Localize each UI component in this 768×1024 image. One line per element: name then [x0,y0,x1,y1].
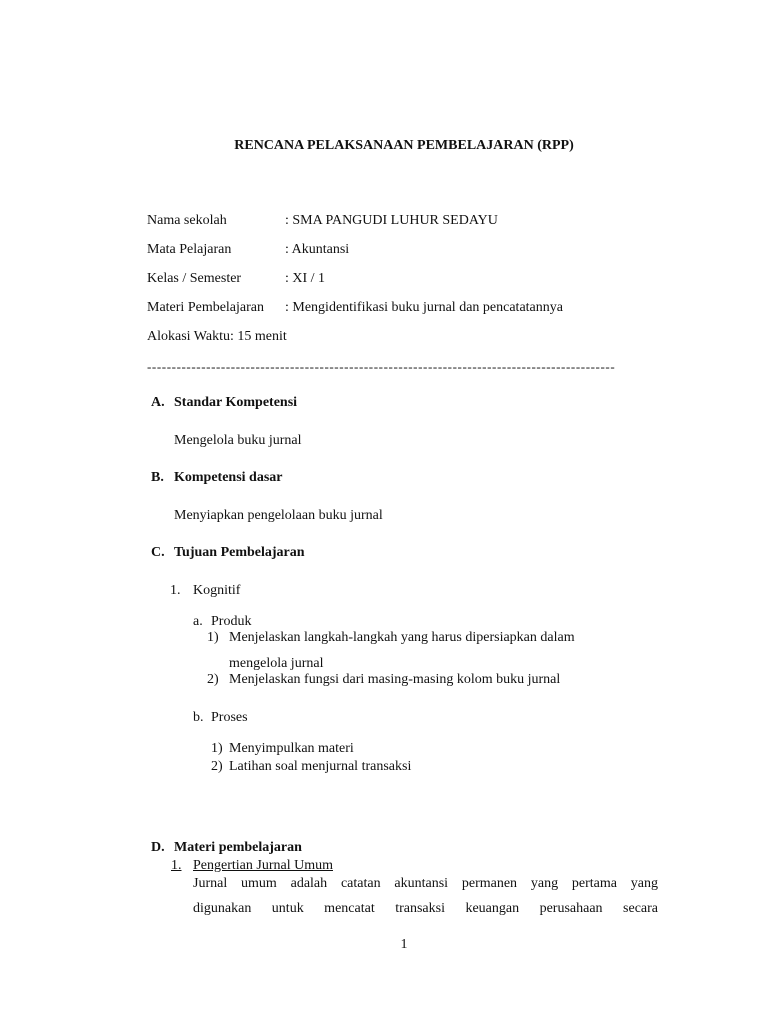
proses-letter: b. [193,710,204,725]
kognitif-label: Kognitif [193,583,241,598]
proses-label: Proses [211,710,248,725]
section-b-letter: B. [151,470,164,485]
section-a-letter: A. [151,395,165,410]
section-a-title: Standar Kompetensi [174,395,298,410]
paragraph-line-2: digunakan untuk mencatat transaksi keuangan perusahaan secara [193,901,658,916]
produk-item-2-number: 2) [207,672,219,687]
page-number: 1 [400,937,408,952]
section-a-body: Mengelola buku jurnal [174,433,302,448]
produk-item-1-continuation: mengelola jurnal [229,656,324,671]
proses-item-1-text: Menyimpulkan materi [229,741,354,756]
materi-pembelajaran-label: Materi Pembelajaran [147,300,265,315]
produk-letter: a. [193,614,203,629]
produk-item-1-number: 1) [207,630,219,645]
produk-label: Produk [211,614,252,629]
section-c-letter: C. [151,545,165,560]
nama-sekolah-label: Nama sekolah [147,213,227,228]
paragraph-line-1: Jurnal umum adalah catatan akuntansi permanen yang pertama yang [193,876,658,891]
proses-item-1-number: 1) [211,741,223,756]
section-b-body: Menyiapkan pengelolaan buku jurnal [174,508,383,523]
subsection-1-title: Pengertian Jurnal Umum [193,858,333,873]
subsection-1-number: 1. [171,858,182,873]
section-b-title: Kompetensi dasar [174,470,283,485]
document-title: RENCANA PELAKSANAAN PEMBELAJARAN (RPP) [234,138,574,153]
mata-pelajaran-value: : Akuntansi [285,242,350,257]
dashed-divider: ----------------------------------------------------------------------------------------------- [147,359,616,374]
section-d-letter: D. [151,840,165,855]
mata-pelajaran-label: Mata Pelajaran [147,242,232,257]
section-c-title: Tujuan Pembelajaran [174,545,305,560]
nama-sekolah-value: : SMA PANGUDI LUHUR SEDAYU [285,213,498,228]
kelas-semester-value: : XI / 1 [285,271,326,286]
section-d-title: Materi pembelajaran [174,840,302,855]
produk-item-1-text: Menjelaskan langkah-langkah yang harus dipersiapkan dalam [229,630,575,645]
produk-item-2-text: Menjelaskan fungsi dari masing-masing kolom buku jurnal [229,672,561,687]
materi-pembelajaran-value: : Mengidentifikasi buku jurnal dan pencatatannya [285,300,563,315]
proses-item-2-text: Latihan soal menjurnal transaksi [229,759,412,774]
alokasi-waktu: Alokasi Waktu: 15 menit [147,329,287,344]
proses-item-2-number: 2) [211,759,223,774]
kognitif-number: 1. [170,583,181,598]
kelas-semester-label: Kelas / Semester [147,271,242,286]
